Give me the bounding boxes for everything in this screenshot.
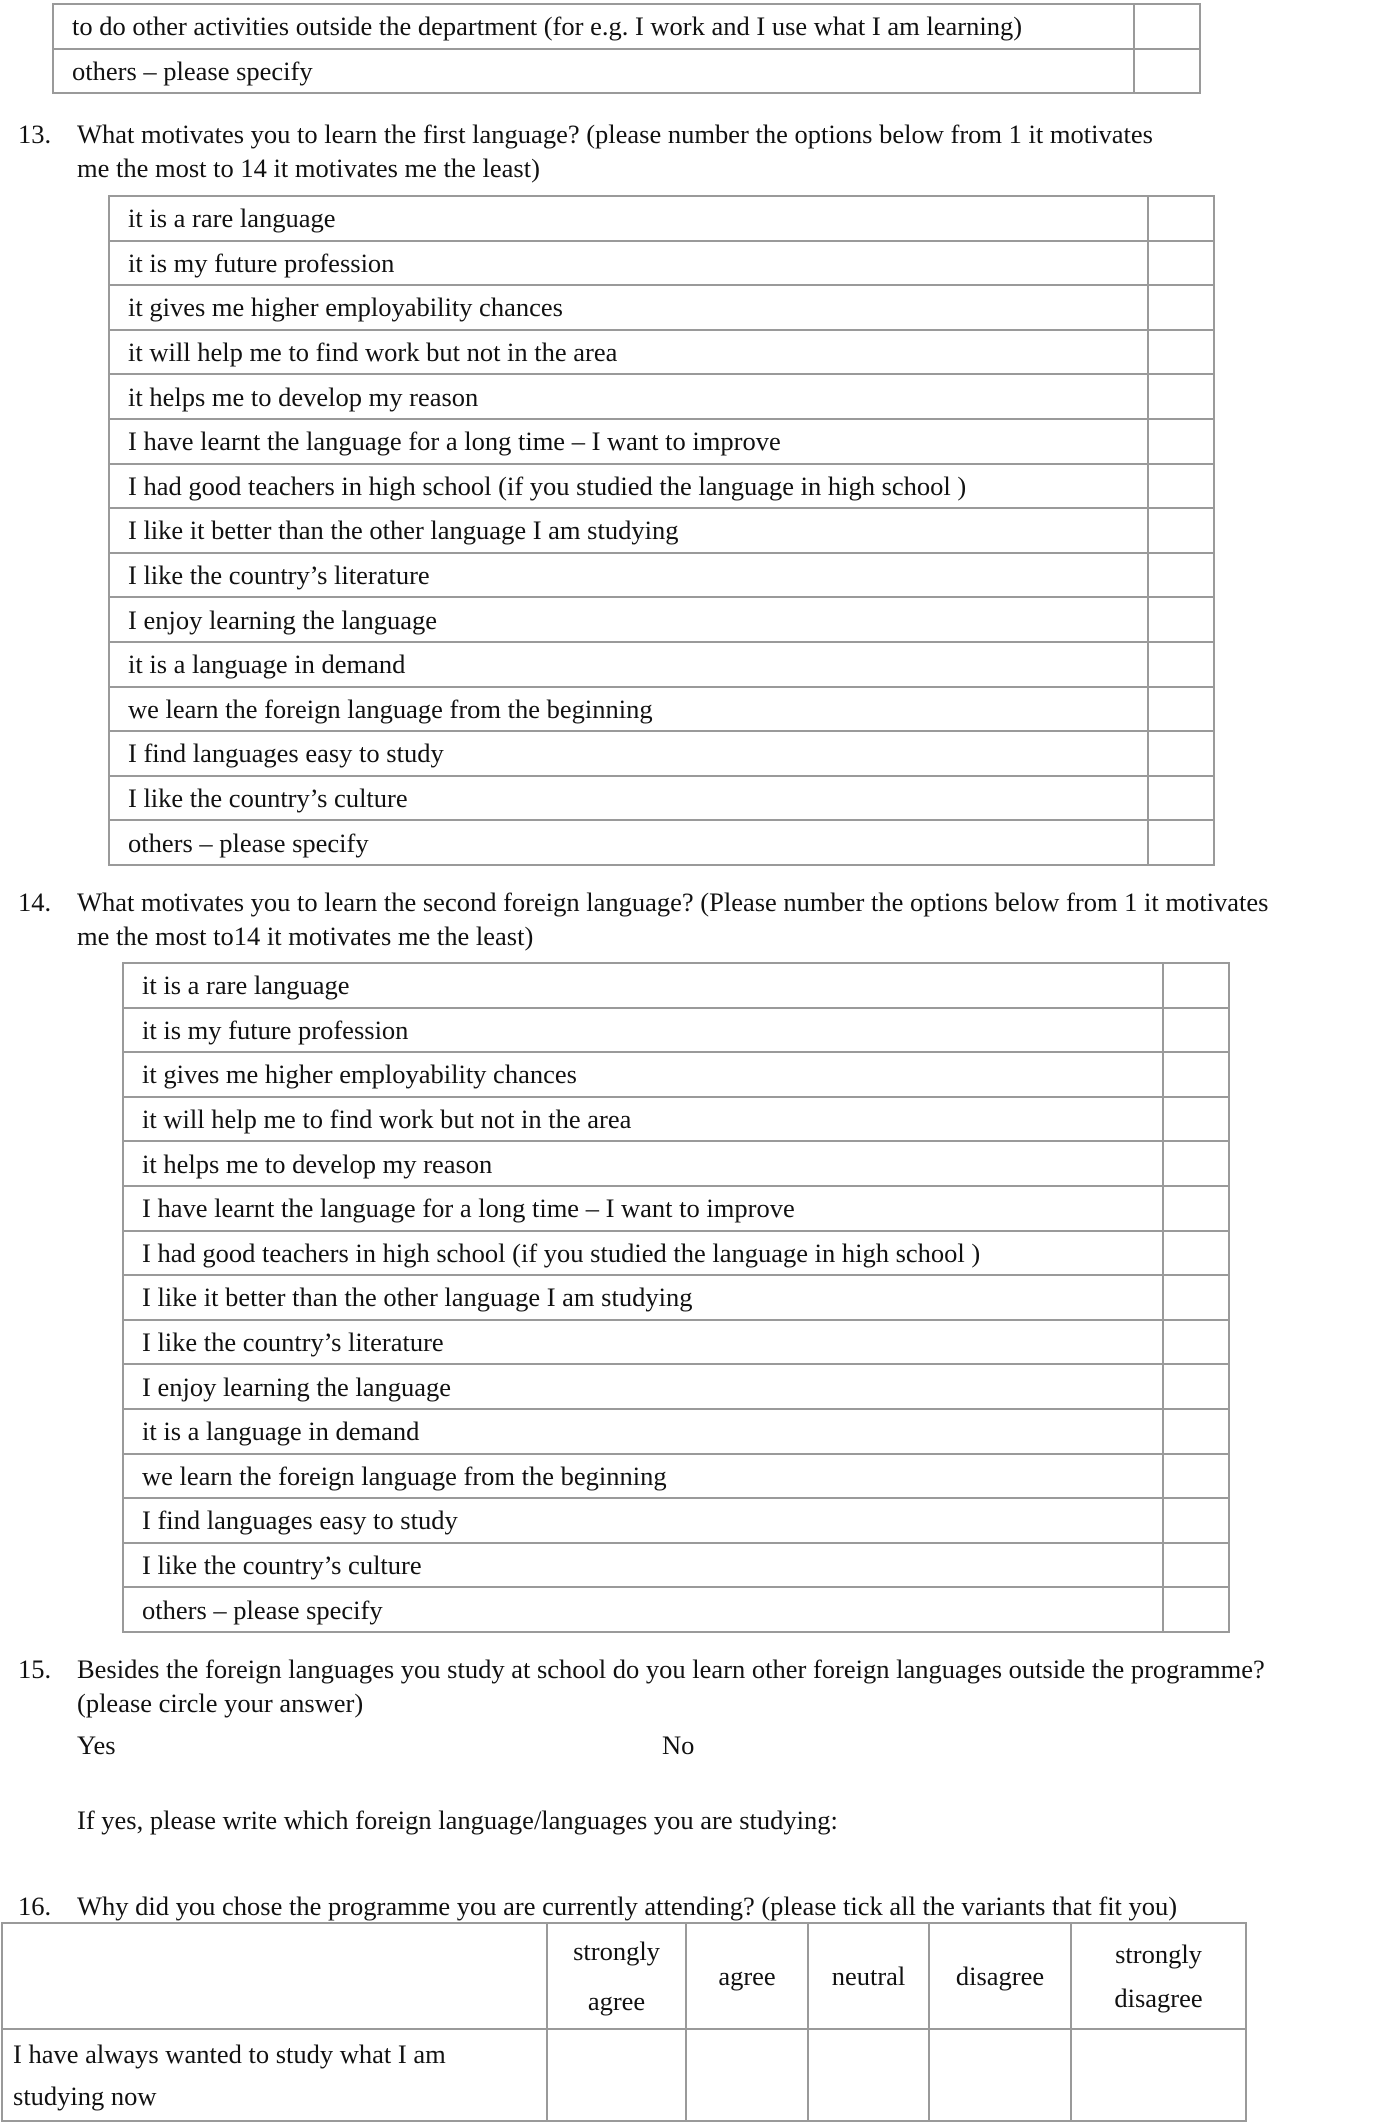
option-row [53,4,1200,49]
option-row [123,1543,1229,1588]
rank-input-box[interactable] [1163,1320,1229,1365]
question-text-line-1: What motivates you to learn the first language? (please number the options below from 1 it motivates [77,119,1153,149]
rank-input-box[interactable] [1148,285,1214,330]
option-label: it is a rare language [123,963,1163,1008]
cell-neutral[interactable] [808,2029,929,2121]
option-row [123,1454,1229,1499]
option-row [109,553,1214,598]
option-row [123,1231,1229,1276]
option-label: we learn the foreign language from the beginning [109,687,1148,732]
option-label: I like it better than the other language I am studying [123,1275,1163,1320]
option-label: we learn the foreign language from the beginning [123,1454,1163,1499]
question-text-line-1: What motivates you to learn the second foreign language? (Please number the options below from 1 it motivates [77,887,1269,917]
rank-input-box[interactable] [1163,1409,1229,1454]
option-label: others – please specify [109,820,1148,865]
option-label: it helps me to develop my reason [109,374,1148,419]
rank-input-box[interactable] [1163,1587,1229,1632]
q12-options-table [52,3,1201,94]
rank-input-box[interactable] [1148,687,1214,732]
option-label: I like the country’s culture [123,1543,1163,1588]
option-label: it is my future profession [123,1008,1163,1053]
rank-input-box[interactable] [1148,419,1214,464]
option-row [123,1498,1229,1543]
option-row [109,241,1214,286]
rank-input-box[interactable] [1163,1498,1229,1543]
rank-input-box[interactable] [1148,731,1214,776]
option-row [109,464,1214,509]
header-blank [2,1923,547,2029]
option-row [123,1186,1229,1231]
rank-input-box[interactable] [1148,508,1214,553]
question-text-line-2: (please circle your answer) [77,1688,364,1718]
option-label: it is a language in demand [109,642,1148,687]
cell-strongly-disagree[interactable] [1071,2029,1246,2121]
option-label: it gives me higher employability chances [123,1052,1163,1097]
option-row [123,1320,1229,1365]
option-label: others – please specify [123,1587,1163,1632]
option-row [109,374,1214,419]
header-disagree: disagree [929,1923,1071,2029]
option-row [109,687,1214,732]
rank-input-box[interactable] [1148,597,1214,642]
question-text-line-1: Besides the foreign languages you study at school do you learn other foreign languages outside the programme? [77,1654,1265,1684]
option-label: others – please specify [53,49,1134,94]
option-label: I find languages easy to study [109,731,1148,776]
q16-likert-table [1,1922,1247,2122]
option-label: I find languages easy to study [123,1498,1163,1543]
option-label: it is a language in demand [123,1409,1163,1454]
rank-input-box[interactable] [1148,820,1214,865]
question-number: 15. [18,1654,52,1684]
header-agree: agree [686,1923,808,2029]
option-label: I have learnt the language for a long time – I want to improve [109,419,1148,464]
rank-input-box[interactable] [1163,1231,1229,1276]
rank-input-box[interactable] [1163,1454,1229,1499]
question-number: 13. [18,119,52,149]
rank-input-box[interactable] [1163,963,1229,1008]
option-label: I like the country’s literature [123,1320,1163,1365]
option-label: it is a rare language [109,196,1148,241]
option-row [109,285,1214,330]
q13-options-table [108,195,1215,866]
option-row [123,1275,1229,1320]
answer-yes[interactable]: Yes [77,1730,116,1760]
option-row [123,963,1229,1008]
rank-input-box[interactable] [1148,642,1214,687]
option-row [109,597,1214,642]
option-label: it helps me to develop my reason [123,1141,1163,1186]
cell-strongly-agree[interactable] [547,2029,686,2121]
option-row [109,508,1214,553]
option-label: I like it better than the other language I am studying [109,508,1148,553]
cell-agree[interactable] [686,2029,808,2121]
option-row [53,49,1200,94]
option-label: I had good teachers in high school (if you studied the language in high school ) [123,1231,1163,1276]
likert-row [2,2029,1246,2121]
question-number: 14. [18,887,52,917]
rank-input-box[interactable] [1148,776,1214,821]
rank-input-box[interactable] [1163,1052,1229,1097]
option-row [123,1008,1229,1053]
option-label: I like the country’s literature [109,553,1148,598]
rank-input-box[interactable] [1163,1097,1229,1142]
rank-input-box[interactable] [1148,374,1214,419]
option-label: I like the country’s culture [109,776,1148,821]
rank-input-box[interactable] [1148,464,1214,509]
rank-input-box[interactable] [1148,330,1214,375]
option-label: to do other activities outside the department (for e.g. I work and I use what I am learning) [53,4,1134,49]
option-row [123,1364,1229,1409]
option-row [109,776,1214,821]
option-label: it gives me higher employability chances [109,285,1148,330]
option-row [109,196,1214,241]
rank-input-box[interactable] [1163,1008,1229,1053]
option-label: it will help me to find work but not in the area [123,1097,1163,1142]
cell-disagree[interactable] [929,2029,1071,2121]
answer-no[interactable]: No [662,1730,695,1760]
rank-input-box[interactable] [1163,1364,1229,1409]
rank-input-box[interactable] [1163,1543,1229,1588]
option-row [109,642,1214,687]
rank-input-box[interactable] [1163,1275,1229,1320]
rank-input-box[interactable] [1163,1141,1229,1186]
option-row [123,1052,1229,1097]
option-row [123,1587,1229,1632]
question-number: 16. [18,1891,52,1921]
option-row [109,731,1214,776]
question-text: Why did you chose the programme you are currently attending? (please tick all the variants that fit you) [77,1891,1178,1921]
rank-input-box[interactable] [1134,4,1200,49]
question-text-line-2: me the most to 14 it motivates me the least) [77,153,540,183]
followup-text: If yes, please write which foreign language/languages you are studying: [77,1805,838,1835]
header-neutral: neutral [808,1923,929,2029]
option-label: it will help me to find work but not in the area [109,330,1148,375]
row-label: I have always wanted to study what I am studying now [2,2029,547,2121]
header-strongly-agree: strongly agree [547,1923,686,2029]
option-label: I enjoy learning the language [109,597,1148,642]
option-row [123,1141,1229,1186]
rank-input-box[interactable] [1148,196,1214,241]
q14-options-table [122,962,1230,1633]
option-label: I have learnt the language for a long time – I want to improve [123,1186,1163,1231]
header-strongly-disagree: strongly disagree [1071,1923,1246,2029]
question-text-line-2: me the most to14 it motivates me the least) [77,921,534,951]
option-label: it is my future profession [109,241,1148,286]
rank-input-box[interactable] [1163,1186,1229,1231]
option-label: I had good teachers in high school (if you studied the language in high school ) [109,464,1148,509]
option-row [109,820,1214,865]
option-row [123,1097,1229,1142]
option-label: I enjoy learning the language [123,1364,1163,1409]
option-row [109,330,1214,375]
rank-input-box[interactable] [1148,553,1214,598]
rank-input-box[interactable] [1134,49,1200,94]
option-row [123,1409,1229,1454]
rank-input-box[interactable] [1148,241,1214,286]
option-row [109,419,1214,464]
